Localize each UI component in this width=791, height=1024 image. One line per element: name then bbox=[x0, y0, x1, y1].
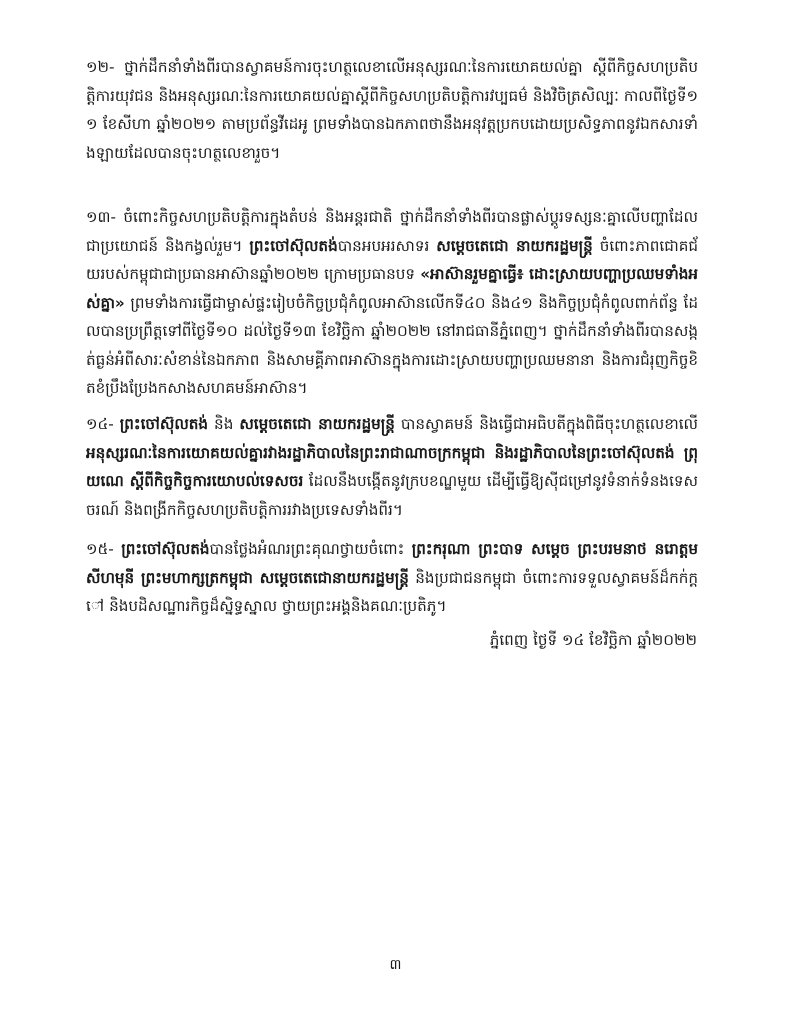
paragraph-14 bbox=[86, 410, 698, 524]
paragraph-13 bbox=[86, 203, 698, 403]
paragraph-text: និង bbox=[208, 415, 240, 434]
paragraph-text: ដែលនឹងបង្កើតនូវក្របខណ្ឌមួយ ដើម្បីធ្វើឱ្យស៊ីជម្រៅនូវទំនាក់ទំនងទេសចរណ៍ និងពង្រីកកិច្ចសហប្រតិបត្តិការរវាងប្រទេសទាំងពីរ។ bbox=[86, 472, 698, 519]
dateline: ភ្នំពេញ ថ្ងៃទី ១៤ ខែវិច្ឆិកា ឆ្នាំ២០២២ bbox=[489, 631, 697, 649]
bold-text: សម្តេចតេជោ នាយករដ្ឋមន្ត្រី bbox=[436, 236, 593, 255]
bold-text: ព្រះករុណា ព្រះបាទ សម្តេច ព្រះបរមនាថ នរោត្តម សីហមុនី ព្រះមហាក្សត្រកម្ពុជា សម្តេចតេជោនាយករដ្ឋមន្ត្រី bbox=[86, 540, 698, 587]
paragraph-number: ១៥- bbox=[86, 540, 114, 559]
paragraph-text: ចំពោះភាពជោគជ័យរបស់កម្ពុជាជាប្រធានអាស៊ានឆ្នាំ២០២២ ក្រោមប្រធានបទ bbox=[86, 236, 698, 284]
paragraph-15 bbox=[86, 535, 698, 621]
paragraph-number: ១៣- bbox=[86, 208, 116, 227]
paragraph-text: បានអបអរសាទរ bbox=[337, 236, 437, 255]
paragraph-text: និងប្រជាជនកម្ពុជា ចំពោះការទទួលស្វាគមន៍ដ៏កក់ក្តៅ និងបដិសណ្ឋារកិច្ចដ៏ស្និទ្ធស្នាល ថ្វាយព្រះអង្គនិងគណៈប្រតិភូ។ bbox=[86, 568, 698, 616]
paragraph-text: ថ្នាក់ដឹកនាំទាំងពីរបានស្វាគមន៍ការចុះហត្ថលេខាលើអនុស្សរណៈនៃការយោគយល់គ្នា ស្តីពីកិច្ចសហប្រតិបត្តិការយុវជន និងអនុស្សរណៈនៃការយោគយល់គ្នាស្តីពីកិច្ចសហប្រតិបត្តិការវប្បធម៌ និងវិចិត្រសិល្បៈ កាលពីថ្ងៃទី១១ ខែសីហា ឆ្នាំ២០២១ តាមប្រព័ន្ធវីដេអូ ព្រមទាំងបានឯកភាពថានឹងអនុវត្តប្រកបដោយប្រសិទ្ធភាពនូវឯកសារទាំងឡាយដែលបានចុះហត្ថលេខារួច។ bbox=[86, 58, 698, 162]
paragraph-number: ១២- bbox=[86, 58, 115, 77]
bold-text: ព្រះចៅស៊ុលតង់ bbox=[249, 236, 338, 255]
paragraph-12 bbox=[86, 53, 698, 167]
paragraph-text: បានស្វាគមន៍ និងធ្វើជាអធិបតីក្នុងពិធីចុះហត្ថលេខាលើ bbox=[394, 415, 699, 434]
bold-text: អនុស្សរណៈនៃការយោគយល់គ្នារវាងរដ្ឋាភិបាលនៃព្រះរាជាណាចក្រកម្ពុជា និងរដ្ឋាភិបាលនៃព្រះចៅស៊ុលតង់ ព្រុយណេ ស្តីពីកិច្ចកិច្ចការយោបល់ទេសចរ bbox=[86, 443, 698, 491]
paragraph-text: ព្រមទាំងការធ្វើជាម្ចាស់ផ្ទះរៀបចំកិច្ចប្រជុំកំពូលអាស៊ានលើកទី៤០ និង៤១ និងកិច្ចប្រជុំកំពូលពាក់ព័ន្ធ ដែលបានប្រព្រឹត្តទៅពីថ្ងៃទី១០ ដល់ថ្ងៃទី១៣ ខែវិច្ឆិកា ឆ្នាំ២០២២ នៅរាជធានីភ្នំពេញ។ ថ្នាក់ដឹកនាំទាំងពីរបានសង្កត់ធ្ងន់អំពីសារៈសំខាន់នៃឯកភាព និងសាមគ្គីភាពអាស៊ានក្នុងការដោះស្រាយបញ្ហាប្រឈមនានា និងការជំរុញកិច្ចខិតខំប្រឹងប្រែងកសាងសហគមន៍អាស៊ាន។ bbox=[86, 293, 698, 398]
bold-text: ព្រះចៅស៊ុលតង់ bbox=[119, 415, 209, 434]
bold-text: ព្រះចៅស៊ុលតង់ bbox=[121, 540, 210, 559]
bold-text: សម្តេចតេជោ នាយករដ្ឋមន្ត្រី bbox=[239, 415, 395, 434]
page-number: ៣ bbox=[389, 957, 402, 973]
paragraph-text: ចំពោះកិច្ចសហប្រតិបត្តិការក្នុងតំបន់ និងអន្តរជាតិ ថ្នាក់ដឹកនាំទាំងពីរបានផ្លាស់ប្តូរទស្សនៈគ្នាលើបញ្ហាដែលជាប្រយោជន៍ និងកង្វល់រួម។ bbox=[86, 208, 698, 255]
bold-text: «អាស៊ានរួមគ្នាធ្វើ៖ ដោះស្រាយបញ្ហាប្រឈមទាំងអស់គ្នា» bbox=[86, 265, 699, 312]
paragraph-number: ១៤- bbox=[86, 415, 114, 434]
paragraph-text: បានថ្លែងអំណរព្រះគុណថ្វាយចំពោះ bbox=[209, 540, 412, 559]
